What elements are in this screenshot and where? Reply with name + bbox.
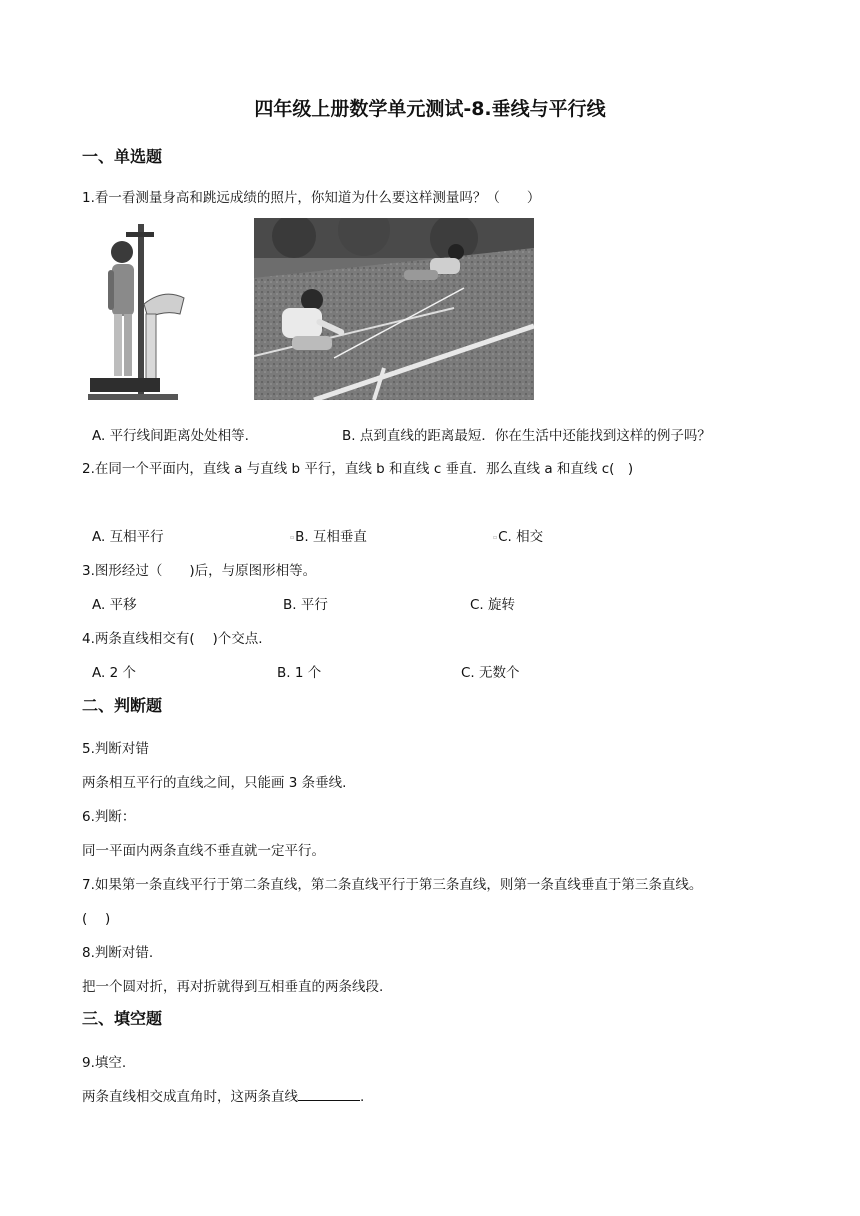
- question-1-option-b[interactable]: B. 点到直线的距离最短．你在生活中还能找到这样的例子吗？: [342, 428, 711, 444]
- question-9-text-before: 两条直线相交成直角时，这两条直线: [82, 1089, 298, 1105]
- question-1-stem: 1.看一看测量身高和跳远成绩的照片，你知道为什么要这样测量吗？（ ）: [82, 190, 541, 206]
- question-9-stem: 9.填空.: [82, 1055, 127, 1071]
- question-2-option-b-label: B. 互相垂直: [295, 529, 367, 545]
- height-measurement-photo: [86, 218, 198, 408]
- question-2-option-c-label: C. 相交: [498, 529, 544, 545]
- question-6-stem: 6.判断：: [82, 809, 136, 825]
- page-title: 四年级上册数学单元测试-8.垂线与平行线: [254, 98, 606, 120]
- question-7-bracket: ( ): [82, 911, 111, 927]
- answer-blank[interactable]: [298, 1086, 360, 1101]
- question-3-stem: 3.图形经过（ )后，与原图形相等。: [82, 563, 317, 579]
- question-3-option-a[interactable]: A. 平移: [92, 597, 137, 613]
- question-1-option-a[interactable]: A. 平行线间距离处处相等.: [92, 428, 249, 444]
- bullet-dot-icon: ▫: [290, 533, 295, 541]
- question-3-option-c[interactable]: C. 旋转: [470, 597, 516, 613]
- question-9-text-after: .: [360, 1089, 365, 1105]
- section-heading-true-false: 二、判断题: [82, 696, 163, 715]
- question-2-option-b[interactable]: [290, 525, 367, 545]
- section-heading-single-choice: 一、单选题: [82, 147, 163, 166]
- question-8-text: 把一个圆对折，再对折就得到互相垂直的两条线段.: [82, 979, 384, 995]
- question-2-stem: 2.在同一个平面内，直线 a 与直线 b 平行，直线 b 和直线 c 垂直．那么直线 a 和直线 c( ): [82, 461, 634, 477]
- question-4-option-c[interactable]: C. 无数个: [461, 665, 520, 681]
- question-9-text: [82, 1085, 364, 1105]
- section-heading-fill-blank: 三、填空题: [82, 1009, 163, 1028]
- question-5-stem: 5.判断对错: [82, 741, 149, 757]
- question-5-text: 两条相互平行的直线之间，只能画 3 条垂线.: [82, 775, 347, 791]
- question-2-option-c[interactable]: [493, 525, 543, 545]
- question-3-option-b[interactable]: B. 平行: [283, 597, 328, 613]
- long-jump-measurement-photo: [254, 218, 534, 400]
- bullet-dot-icon: ▫: [493, 533, 498, 541]
- question-4-stem: 4.两条直线相交有( )个交点.: [82, 631, 263, 647]
- question-8-stem: 8.判断对错.: [82, 945, 154, 961]
- question-7-stem: 7.如果第一条直线平行于第二条直线，第二条直线平行于第三条直线，则第一条直线垂直于第三条直线。: [82, 877, 703, 893]
- question-4-option-a[interactable]: A. 2 个: [92, 665, 136, 681]
- question-6-text: 同一平面内两条直线不垂直就一定平行。: [82, 843, 325, 859]
- question-4-option-b[interactable]: B. 1 个: [277, 665, 322, 681]
- question-2-option-a[interactable]: A. 互相平行: [92, 529, 164, 545]
